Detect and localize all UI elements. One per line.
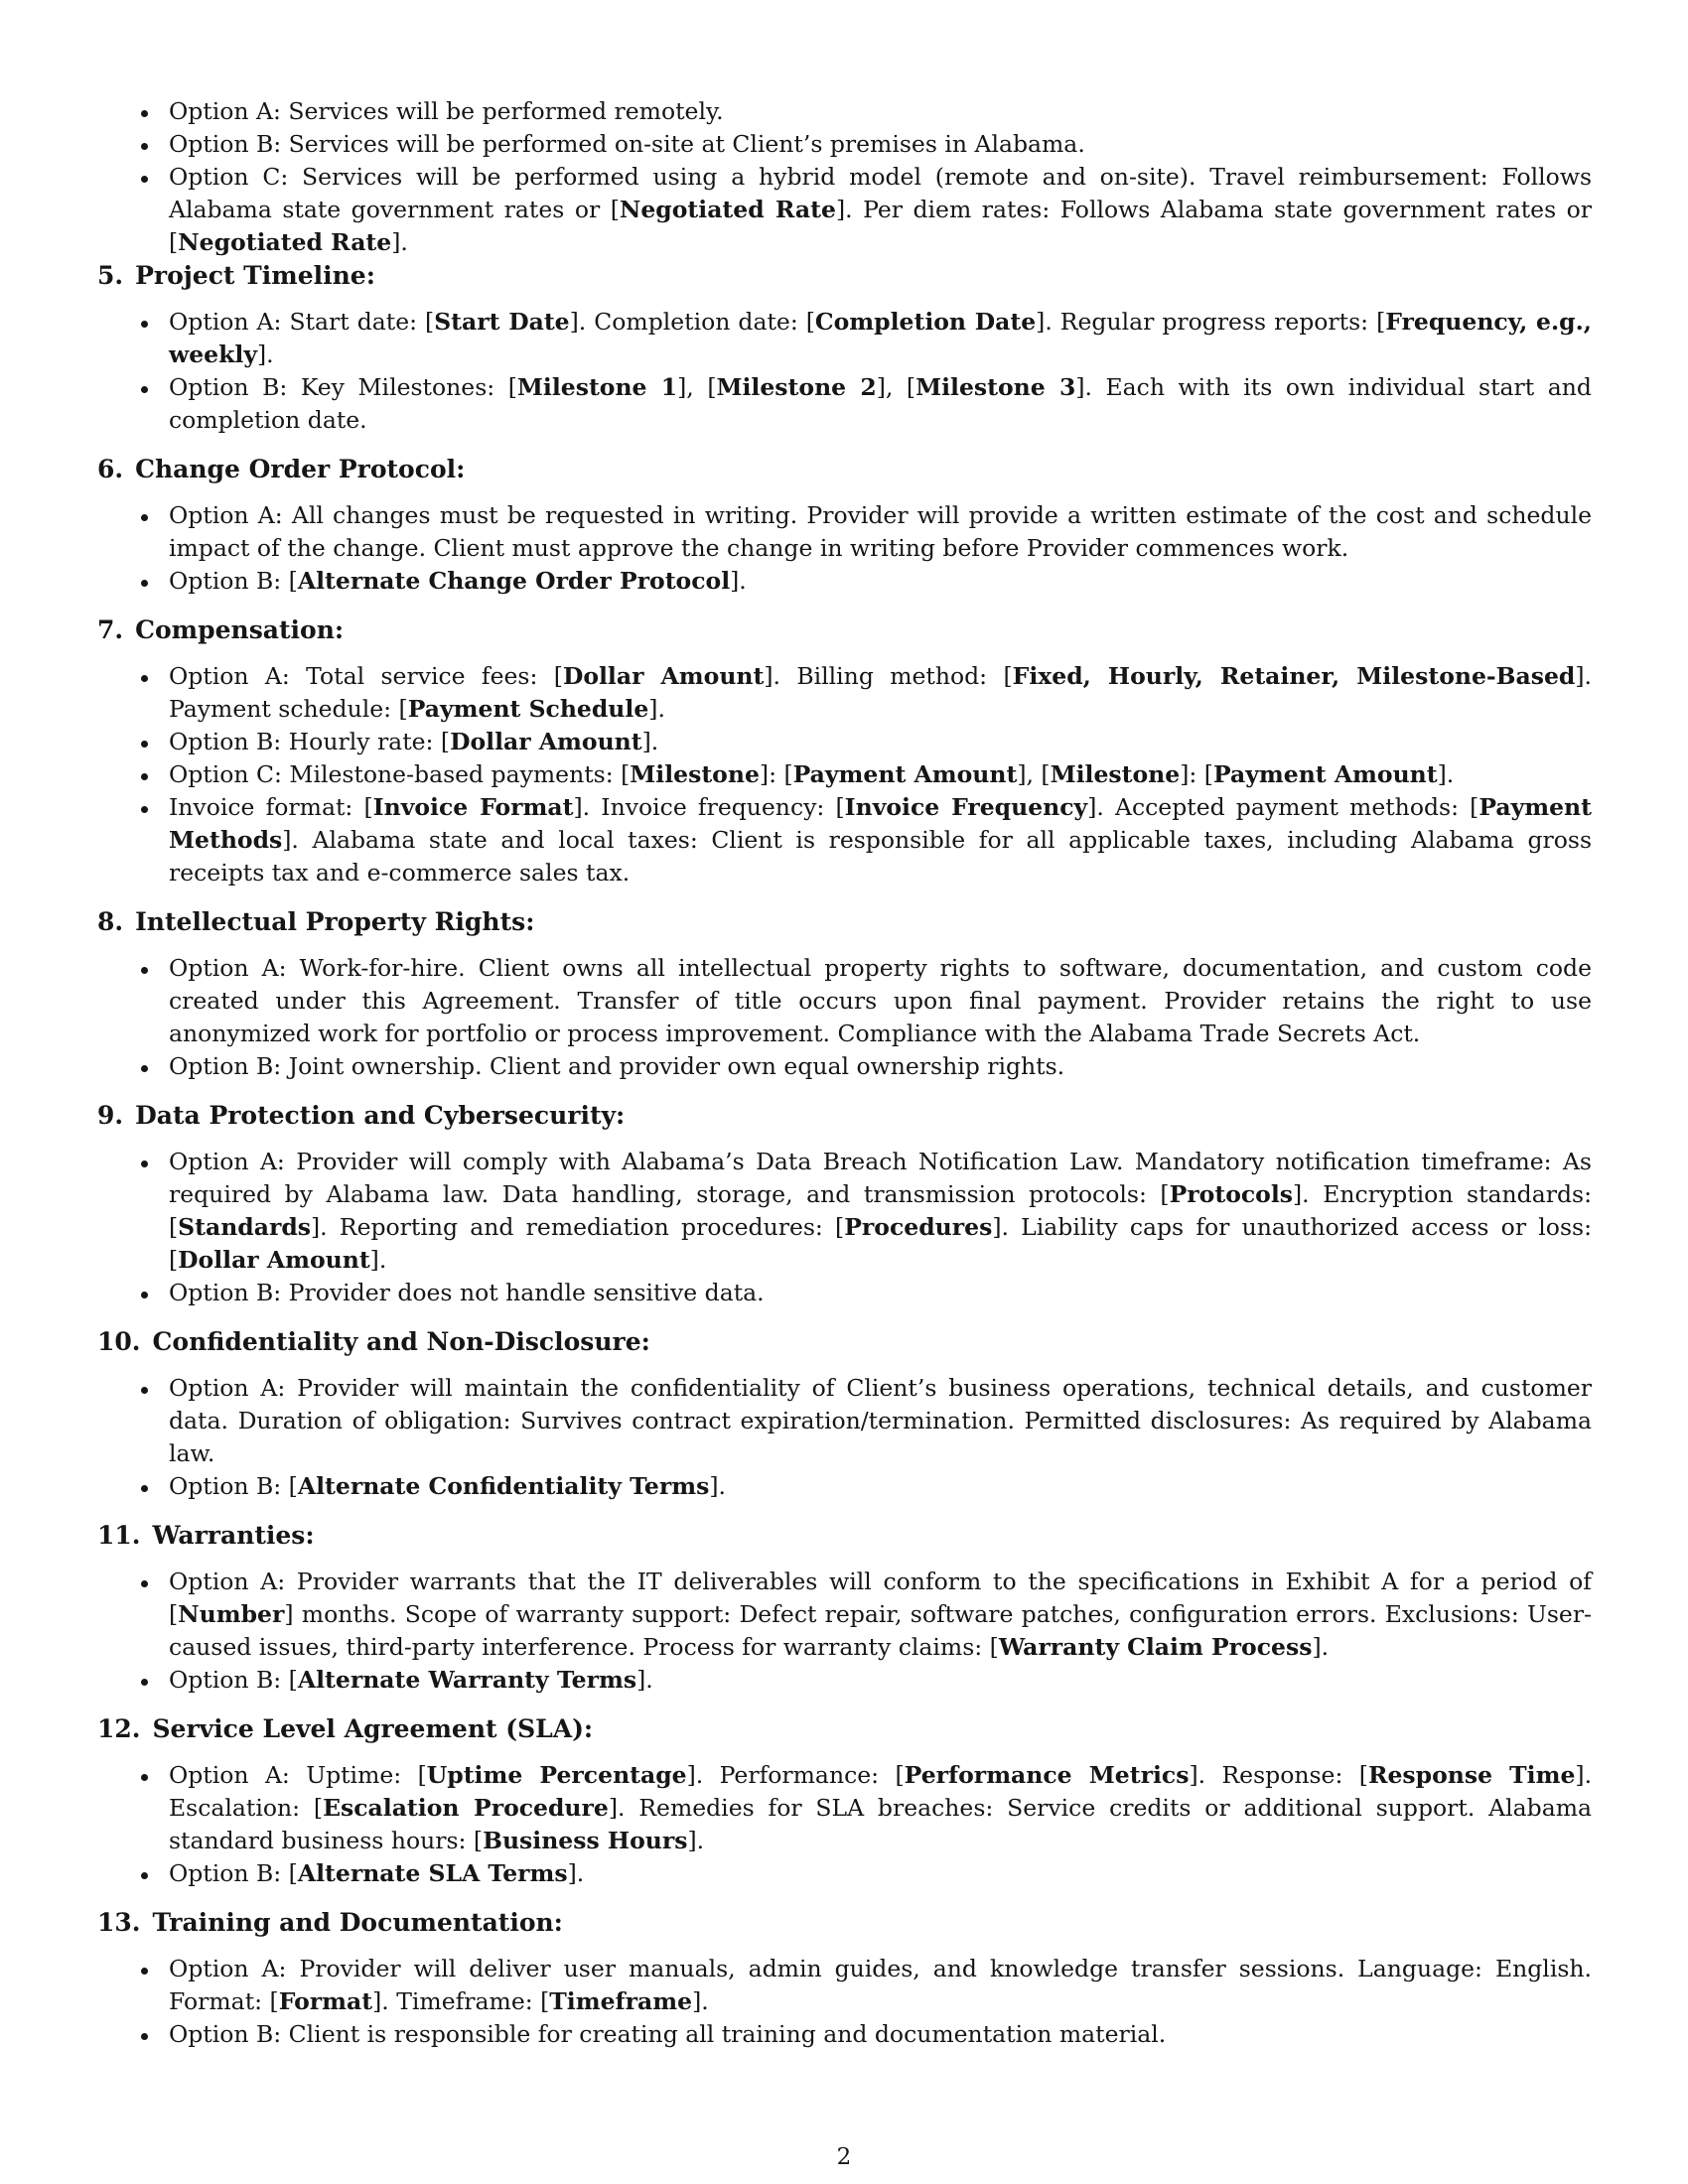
options-list [97,306,1592,437]
item-text: Option B: Key Milestones: [ [169,373,517,401]
section-data-protection-and-cybersecurity [97,1099,1592,1309]
placeholder-field: Alternate Confidentiality Terms [297,1472,710,1500]
placeholder-field: Completion Date [814,308,1037,336]
placeholder-field: Payment Amount [1212,760,1438,788]
item-text: Invoice format: [ [169,793,373,821]
list-item [97,791,1592,889]
options-list [97,499,1592,598]
item-text: Option B: [ [169,1472,298,1500]
placeholder-field: Procedures [844,1213,993,1241]
section-heading [97,1325,1592,1358]
list-item [97,660,1592,726]
placeholder-field: Dollar Amount [450,728,642,755]
item-text: ]. [641,728,659,755]
list-item [97,565,1592,598]
section-title: Data Protection and Cybersecurity: [135,1101,626,1130]
placeholder-field: Alternate Warranty Terms [297,1666,637,1694]
item-text: Option B: Provider does not handle sensitive data. [169,1279,765,1306]
placeholder-field: Payment Amount [792,760,1018,788]
section-training-and-documentation [97,1906,1592,2051]
placeholder-field: Start Date [434,308,570,336]
item-text: ]. Regular progress reports: [ [1036,308,1386,336]
item-text: ]. [687,1827,705,1854]
item-text: ]. [1312,1633,1330,1661]
placeholder-field: Milestone 1 [516,373,678,401]
section-heading [97,1906,1592,1939]
item-text: Option B: Hourly rate: [ [169,728,451,755]
options-list [97,1759,1592,1890]
item-text: ]. Per diem rates: Follows Alabama state government rates or [ [169,196,1592,256]
placeholder-field: Milestone [1050,760,1181,788]
item-text: ]. [709,1472,726,1500]
placeholder-field: Business Hours [483,1827,688,1854]
item-text: ]. [648,695,665,723]
placeholder-field: Dollar Amount [562,662,765,690]
section-title: Confidentiality and Non-Disclosure: [152,1327,650,1356]
section-title: Intellectual Property Rights: [135,907,535,936]
item-text: ]: [ [759,760,793,788]
item-text: ]. Invoice frequency: [ [573,793,845,821]
section-service-level-agreement-sla [97,1712,1592,1890]
item-text: ]. [730,567,747,595]
section-heading [97,1099,1592,1132]
item-text: Option B: [ [169,1666,298,1694]
placeholder-field: Invoice Format [372,793,574,821]
placeholder-field: Alternate SLA Terms [297,1859,568,1887]
placeholder-field: Timeframe [549,1987,693,2015]
options-list [97,1566,1592,1697]
item-text: ]: [ [1180,760,1213,788]
item-text: ]. Remedies for SLA breaches: Service credits or additional support. Alabama standard business hours: [ [169,1794,1592,1854]
section-heading [97,453,1592,485]
section-title: Change Order Protocol: [135,455,466,483]
section-number: 9. [97,1101,124,1130]
item-text: Option C: Services will be performed using a hybrid model (remote and on-site). Travel reimbursement: Follows Alabama state government rates or [ [169,163,1592,223]
section-title: Compensation: [135,615,345,644]
item-text: ], [ [1017,760,1051,788]
item-text: Option B: [ [169,567,298,595]
intro-list [97,95,1592,259]
placeholder-field: Milestone [630,760,760,788]
item-text: Option C: Milestone-based payments: [ [169,760,631,788]
placeholder-field: Milestone 3 [915,373,1076,401]
list-item [97,1372,1592,1470]
section-title: Service Level Agreement (SLA): [152,1714,594,1743]
list-item [97,371,1592,437]
item-text: ]. [567,1859,585,1887]
item-text: Option A: Provider warrants that the IT deliverables will conform to the specifications in Exhibit A for a period of [ [169,1568,1592,1628]
section-compensation [97,614,1592,889]
item-text: ]. [391,228,408,256]
placeholder-field: Fixed, Hourly, Retainer, Milestone-Based [1012,662,1576,690]
list-item [97,1857,1592,1890]
list-item [97,306,1592,371]
placeholder-field: Alternate Change Order Protocol [297,567,731,595]
item-text: ]. Billing method: [ [764,662,1013,690]
list-item [97,1277,1592,1309]
section-title: Warranties: [152,1521,315,1550]
section-intellectual-property-rights [97,905,1592,1083]
list-item [97,2018,1592,2051]
section-confidentiality-and-non-disclosure [97,1325,1592,1503]
options-list [97,952,1592,1083]
section-number: 8. [97,907,124,936]
document-page [97,95,1592,2051]
placeholder-field: Protocols [1169,1180,1294,1208]
intro-section [97,95,1592,259]
item-text: ]. Encryption standards: [ [169,1180,1592,1241]
placeholder-field: Dollar Amount [178,1246,370,1274]
placeholder-field: Payment Methods [169,793,1592,854]
list-item [97,1664,1592,1697]
item-text: ]. Performance: [ [686,1761,905,1789]
placeholder-field: Standards [178,1213,312,1241]
page-number: 2 [836,2144,852,2170]
item-text: ]. Accepted payment methods: [ [1087,793,1479,821]
section-heading [97,614,1592,646]
placeholder-field: Frequency, e.g., weekly [169,308,1592,368]
list-item [97,1470,1592,1503]
placeholder-field: Negotiated Rate [178,228,392,256]
item-text: ]. Reporting and remediation procedures: [ [311,1213,845,1241]
placeholder-field: Negotiated Rate [619,196,836,223]
list-item [97,726,1592,758]
item-text: Option A: Provider will deliver user manuals, admin guides, and knowledge transfer sessions. Language: English. Format: [ [169,1955,1592,2015]
placeholder-field: Uptime Percentage [426,1761,687,1789]
placeholder-field: Response Time [1367,1761,1576,1789]
item-text: ]. [257,341,274,368]
list-item [97,499,1592,565]
placeholder-field: Number [178,1600,285,1628]
item-text: ]. Completion date: [ [569,308,815,336]
placeholder-field: Warranty Claim Process [998,1633,1313,1661]
list-item [97,1050,1592,1083]
item-text: ]. Response: [ [1189,1761,1368,1789]
item-text: ] months. Scope of warranty support: Defect repair, software patches, configuration errors. Exclusions: User-caused issues, third-party interference. Process for warranty claims: [ [169,1600,1592,1661]
section-number: 7. [97,615,124,644]
placeholder-field: Payment Schedule [407,695,649,723]
item-text: Option A: Work-for-hire. Client owns all intellectual property rights to software, documentation, and custom code created under this Agreement. Transfer of title occurs upon final payment. Provider retains the right to use anonymized work for portfolio or process improvement. Compliance with the Alabama Trade Secrets Act. [169,954,1592,1047]
options-list [97,1372,1592,1503]
placeholder-field: Escalation Procedure [323,1794,609,1822]
item-text: ]. [692,1987,709,2015]
item-text: ]. [636,1666,653,1694]
list-item [97,128,1592,161]
options-list [97,660,1592,889]
section-project-timeline [97,259,1592,437]
item-text: ]. Payment schedule: [ [169,662,1593,723]
section-heading [97,1519,1592,1552]
item-text: Option A: Provider will comply with Alabama’s Data Breach Notification Law. Mandatory notification timeframe: As required by Alabama law. Data handling, storage, and transmission protocols: [ [169,1148,1592,1208]
section-number: 11. [97,1521,141,1550]
item-text: ]. [369,1246,387,1274]
list-item [97,1146,1592,1277]
options-list [97,1146,1592,1309]
section-heading [97,905,1592,938]
item-text: Option A: Provider will maintain the confidentiality of Client’s business operations, technical details, and customer data. Duration of obligation: Survives contract expiration/termination. Permitted disclosures: As required by Alabama law. [169,1374,1592,1467]
section-heading [97,259,1592,292]
section-warranties [97,1519,1592,1697]
section-title: Project Timeline: [135,261,375,290]
item-text: ]. Each with its own individual start and completion date. [169,373,1592,434]
section-number: 10. [97,1327,141,1356]
section-number: 12. [97,1714,141,1743]
section-number: 13. [97,1908,141,1937]
sections-container [97,259,1592,2051]
item-text: Option B: Client is responsible for creating all training and documentation material. [169,2020,1167,2048]
item-text: Option A: Uptime: [ [169,1761,427,1789]
item-text: ]. Alabama state and local taxes: Client is responsible for all applicable taxes, including Alabama gross receipts tax and e-commerce sales tax. [169,826,1592,887]
item-text: ], [ [876,373,916,401]
placeholder-field: Milestone 2 [716,373,877,401]
item-text: Option A: Services will be performed remotely. [169,97,724,125]
placeholder-field: Performance Metrics [904,1761,1190,1789]
section-number: 5. [97,261,124,290]
item-text: ], [ [677,373,717,401]
placeholder-field: Format [278,1987,373,2015]
list-item [97,1953,1592,2018]
options-list [97,1953,1592,2051]
item-text: ]. [1437,760,1455,788]
item-text: ]. Timeframe: [ [372,1987,550,2015]
item-text: Option B: Services will be performed on-site at Client’s premises in Alabama. [169,130,1085,158]
list-item [97,95,1592,128]
list-item [97,952,1592,1050]
item-text: ]. Liability caps for unauthorized access or loss: [ [169,1213,1592,1274]
section-change-order-protocol [97,453,1592,598]
item-text: ]. Escalation: [ [169,1761,1593,1822]
item-text: Option B: [ [169,1859,298,1887]
list-item [97,758,1592,791]
item-text: Option A: Total service fees: [ [169,662,563,690]
section-title: Training and Documentation: [152,1908,563,1937]
item-text: Option A: Start date: [ [169,308,435,336]
list-item [97,161,1592,259]
section-number: 6. [97,455,124,483]
item-text: Option B: Joint ownership. Client and provider own equal ownership rights. [169,1052,1065,1080]
list-item [97,1759,1592,1857]
section-heading [97,1712,1592,1745]
placeholder-field: Invoice Frequency [844,793,1088,821]
list-item [97,1566,1592,1664]
item-text: Option A: All changes must be requested in writing. Provider will provide a written estimate of the cost and schedule impact of the change. Client must approve the change in writing before Provider commences work. [169,501,1592,562]
